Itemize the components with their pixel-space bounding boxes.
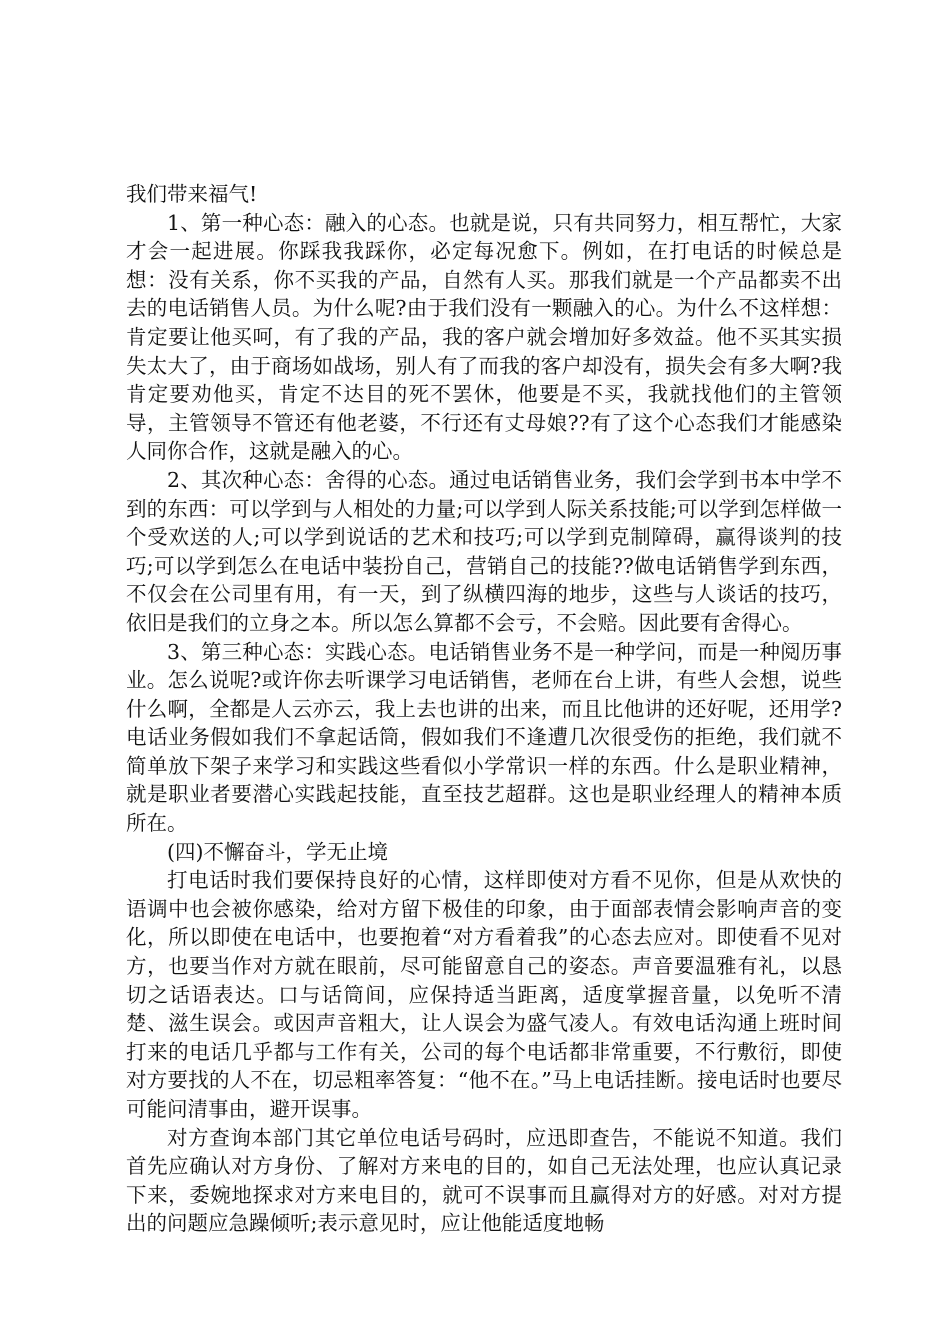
body-text <box>126 180 842 1238</box>
paragraph-continuation: 我们带来福气! <box>126 182 258 206</box>
paragraph-mindset-3: 3、第三种心态：实践心态。电话销售业务不是一种学问，而是一种阅历事业。怎么说呢?或许你去听课学习电话销售，老师在台上讲，有些人会想，说些什么啊，全都是人云亦云，我上去也讲的出来，而且比他讲的还好呢，还用学?电话业务假如我们不拿起话筒，假如我们不逢遭几次很受伤的拒绝，我们就不简单放下架子来学习和实践这些看似小学常识一样的东西。什么是职业精神，就是职业者要潜心实践起技能，直至技艺超群。这也是职业经理人的精神本质所在。 <box>126 639 842 836</box>
paragraph-mindset-2: 2、其次种心态：舍得的心态。通过电话销售业务，我们会学到书本中学不到的东西：可以学到与人相处的力量;可以学到人际关系技能;可以学到怎样做一个受欢送的人;可以学到说话的艺术和技巧;可以学到克制障碍，赢得谈判的技巧;可以学到怎么在电话中装扮自己，营销自己的技能??做电话销售学到东西，不仅会在公司里有用，有一天，到了纵横四海的地步，这些与人谈话的技巧，依旧是我们的立身之本。所以怎么算都不会亏，不会赔。因此要有舍得心。 <box>126 467 842 635</box>
paragraph-phone-inquiry: 对方查询本部门其它单位电话号码时，应迅即查告，不能说不知道。我们首先应确认对方身份、了解对方来电的目的，如自己无法处理，也应认真记录下来，委婉地探求对方来电目的，就可不误事而且赢得对方的好感。对对方提出的问题应急躁倾听;表示意见时，应让他能适度地畅 <box>126 1125 842 1236</box>
paragraph-phone-attitude: 打电话时我们要保持良好的心情，这样即使对方看不见你，但是从欢快的语调中也会被你感染，给对方留下极佳的印象，由于面部表情会影响声音的变化，所以即使在电话中，也要抱着“对方看着我”的心态去应对。即使看不见对方，也要当作对方就在眼前，尽可能留意自己的姿态。声音要温雅有礼，以恳切之话语表达。口与话筒间，应保持适当距离，适度掌握音量，以免听不清楚、滋生误会。或因声音粗大，让人误会为盛气凌人。有效电话沟通上班时间打来的电话几乎都与工作有关，公司的每个电话都非常重要，不行敷衍，即使对方要找的人不在，切忌粗率答复：“他不在。”马上电话挂断。接电话时也要尽可能问清事由，避开误事。 <box>126 868 842 1121</box>
section-heading-4: (四)不懈奋斗，学无止境 <box>167 839 388 864</box>
paragraph-mindset-1: 1、第一种心态：融入的心态。也就是说，只有共同努力，相互帮忙，大家才会一起进展。你踩我我踩你，必定每况愈下。例如，在打电话的时候总是想：没有关系，你不买我的产品，自然有人买。那我们就是一个产品都卖不出去的电话销售人员。为什么呢?由于我们没有一颗融入的心。为什么不这样想：肯定要让他买呵，有了我的产品，我的客户就会增加好多效益。他不买其实损失太大了，由于商场如战场，别人有了而我的客户却没有，损失会有多大啊?我肯定要劝他买，肯定不达目的死不罢休，他要是不买，我就找他们的主管领导，主管领导不管还有他老婆，不行还有丈母娘??有了这个心态我们才能感染人同你合作，这就是融入的心。 <box>126 210 842 464</box>
